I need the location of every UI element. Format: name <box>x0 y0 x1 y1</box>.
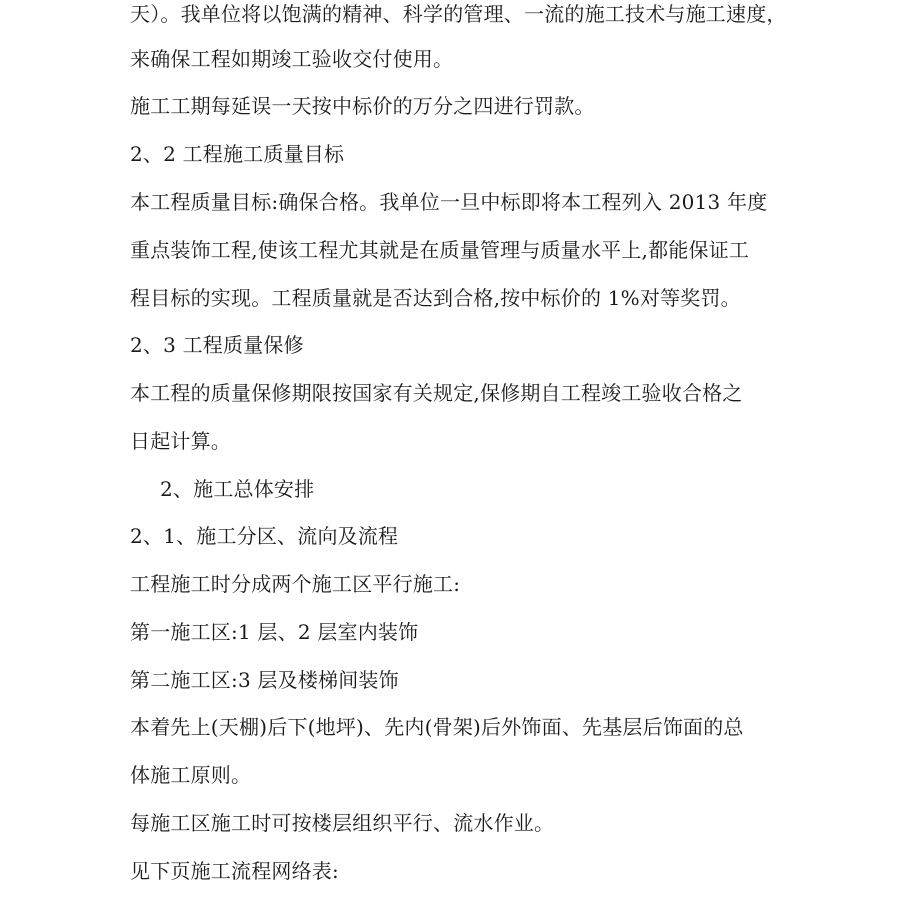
paragraph-line-see-next-page: 见下页施工流程网络表: <box>130 859 339 883</box>
paragraph-line-continuation: 天）。我单位将以饱满的精神、科学的管理、一流的施工技术与施工速度， <box>130 2 787 26</box>
paragraph-line-penalty: 施工工期每延误一天按中标价的万分之四进行罚款。 <box>130 94 595 118</box>
paragraph-line-warranty-1: 本工程的质量保修期限按国家有关规定,保修期自工程竣工验收合格之 <box>130 381 743 405</box>
paragraph-line-parallel-work: 每施工区施工时可按楼层组织平行、流水作业。 <box>130 811 555 835</box>
section-heading-zoning: 2、1、施工分区、流向及流程 <box>130 524 399 548</box>
paragraph-line-warranty-2: 日起计算。 <box>130 429 231 453</box>
paragraph-line-zone-2: 第二施工区:3 层及楼梯间装饰 <box>130 668 399 692</box>
paragraph-line-quality-3: 程目标的实现。工程质量就是否达到合格,按中标价的 1%对等奖罚。 <box>130 286 741 310</box>
section-heading-warranty: 2、3 工程质量保修 <box>130 333 304 357</box>
paragraph-line-zone-1: 第一施工区:1 层、2 层室内装饰 <box>130 620 419 644</box>
section-heading-quality-target: 2、2 工程施工质量目标 <box>130 142 345 166</box>
paragraph-line-quality-2: 重点装饰工程,使该工程尤其就是在质量管理与质量水平上,都能保证工 <box>130 238 750 262</box>
paragraph-line-principle-2: 体施工原则。 <box>130 763 252 787</box>
paragraph-line-quality-1: 本工程质量目标:确保合格。我单位一旦中标即将本工程列入 2013 年度 <box>130 190 768 214</box>
paragraph-line-principle-1: 本着先上(天棚)后下(地坪)、先内(骨架)后外饰面、先基层后饰面的总 <box>130 715 744 739</box>
paragraph-line-completion: 来确保工程如期竣工验收交付使用。 <box>130 47 454 71</box>
section-heading-overall-arrangement: 2、施工总体安排 <box>160 477 315 501</box>
paragraph-line-zones-intro: 工程施工时分成两个施工区平行施工: <box>130 572 461 596</box>
